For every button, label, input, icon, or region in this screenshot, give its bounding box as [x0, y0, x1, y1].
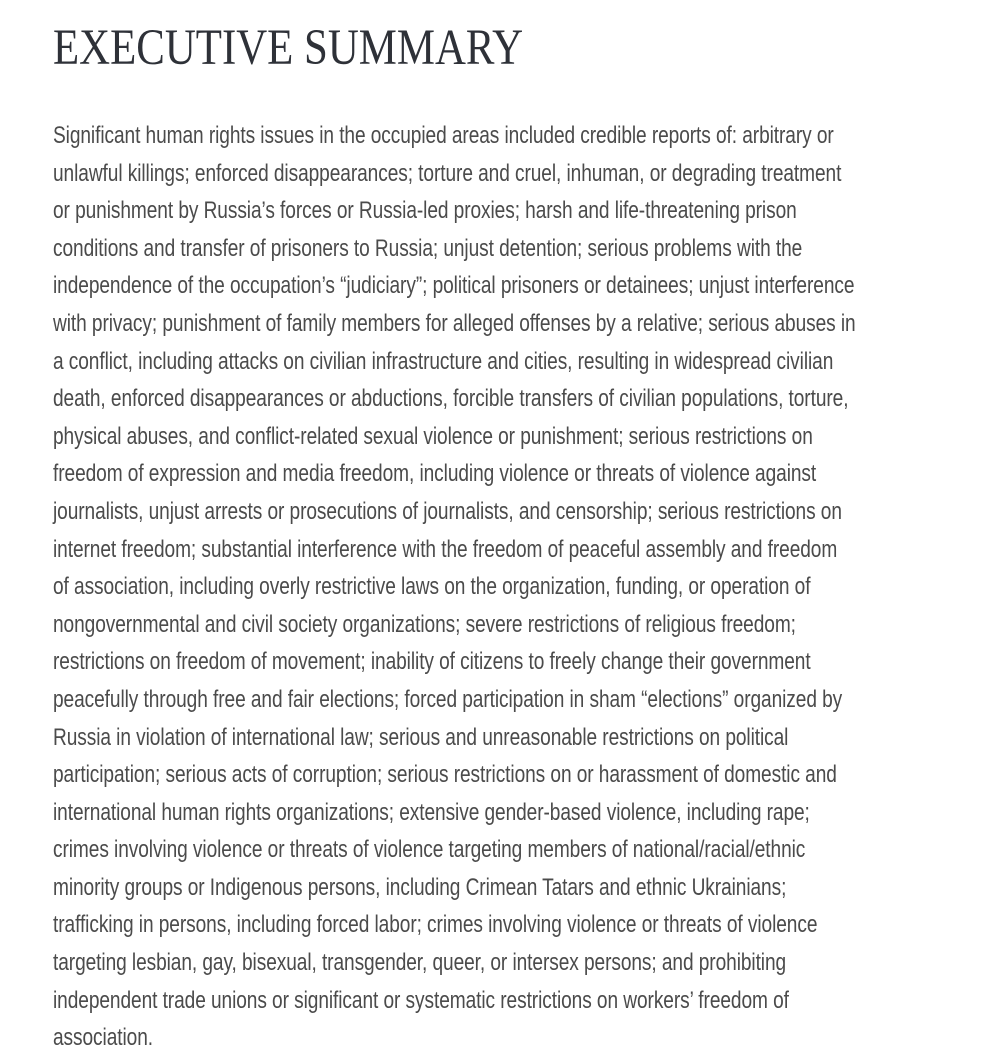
paragraph-line: with privacy; punishment of family members for alleged offenses by a relative; serious abuses in — [53, 309, 856, 337]
paragraph-line: restrictions on freedom of movement; inability of citizens to freely change their government — [53, 648, 811, 676]
paragraph-line: independent trade unions or significant or systematic restrictions on workers’ freedom of — [53, 986, 789, 1014]
paragraph-line: conditions and transfer of prisoners to Russia; unjust detention; serious problems with the — [53, 234, 803, 262]
paragraph-line: or punishment by Russia’s forces or Russia-led proxies; harsh and life-threatening prison — [53, 197, 797, 225]
paragraph-line: trafficking in persons, including forced labor; crimes involving violence or threats of violence — [53, 911, 818, 939]
paragraph-line: Russia in violation of international law; serious and unreasonable restrictions on political — [53, 723, 789, 751]
page-title: EXECUTIVE SUMMARY — [53, 20, 524, 76]
paragraph-line: a conflict, including attacks on civilian infrastructure and cities, resulting in widespread civilian — [53, 347, 834, 375]
paragraph-line: freedom of expression and media freedom, including violence or threats of violence against — [53, 460, 817, 488]
paragraph-line: association. — [53, 1024, 153, 1052]
paragraph-line: peacefully through free and fair elections; forced participation in sham “elections” organized by — [53, 685, 843, 713]
paragraph-line: independence of the occupation’s “judiciary”; political prisoners or detainees; unjust interference — [53, 272, 855, 300]
paragraph-line: participation; serious acts of corruption; serious restrictions on or harassment of domestic and — [53, 761, 837, 789]
paragraph-line: of association, including overly restrictive laws on the organization, funding, or operation of — [53, 573, 811, 601]
paragraph-line: unlawful killings; enforced disappearances; torture and cruel, inhuman, or degrading treatment — [53, 159, 842, 187]
document-page — [53, 0, 1000, 1063]
paragraph-line: death, enforced disappearances or abductions, forcible transfers of civilian populations, torture, — [53, 385, 849, 413]
paragraph-line: physical abuses, and conflict-related sexual violence or punishment; serious restrictions on — [53, 422, 813, 450]
paragraph-line: minority groups or Indigenous persons, including Crimean Tatars and ethnic Ukrainians; — [53, 873, 787, 901]
paragraph-line: Significant human rights issues in the occupied areas included credible reports of: arbitrary or — [53, 122, 834, 149]
paragraph-line: international human rights organizations; extensive gender-based violence, including rape; — [53, 798, 810, 826]
paragraph-line: internet freedom; substantial interference with the freedom of peaceful assembly and freedom — [53, 535, 838, 563]
paragraph-line: nongovernmental and civil society organizations; severe restrictions of religious freedom; — [53, 610, 796, 638]
paragraph-line: targeting lesbian, gay, bisexual, transgender, queer, or intersex persons; and prohibiting — [53, 949, 787, 977]
paragraph-line: journalists, unjust arrests or prosecutions of journalists, and censorship; serious restrictions on — [53, 497, 842, 525]
executive-summary-paragraph — [53, 117, 993, 1057]
paragraph-line: crimes involving violence or threats of violence targeting members of national/racial/ethnic — [53, 836, 806, 864]
